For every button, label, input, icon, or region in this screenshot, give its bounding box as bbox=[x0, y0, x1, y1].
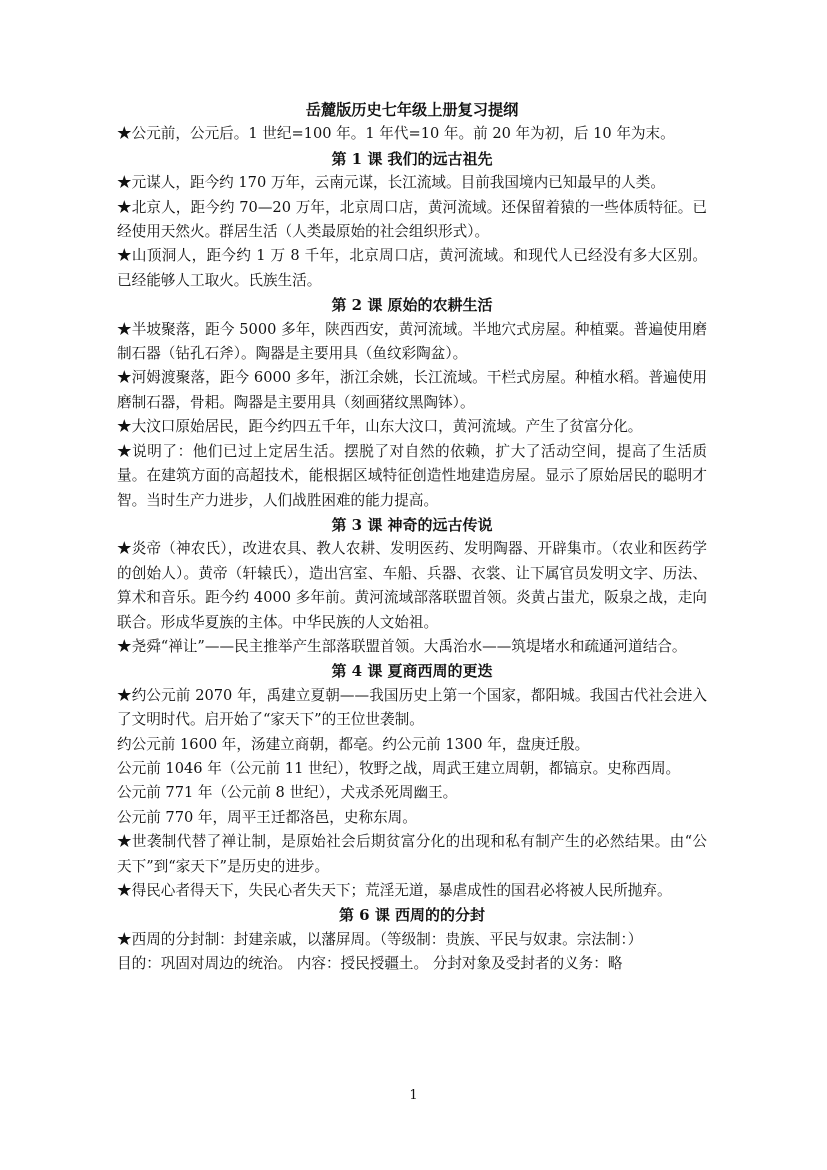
lesson-3-paragraph: ★尧舜“禅让”——民主推举产生部落联盟首领。大禹治水——筑堤堵水和疏通河道结合。 bbox=[117, 637, 687, 655]
intro-paragraph: ★公元前，公元后。1 世纪=100 年。1 年代=10 年。前 20 年为初，后 10 年为末。 bbox=[117, 125, 675, 143]
lesson-4-paragraph: ★约公元前 2070 年，禹建立夏朝——我国历史上第一个国家，都阳城。我国古代社会进入了文明时代。启开始了“家天下”的王位世袭制。 bbox=[117, 686, 707, 729]
lesson-2-paragraph: ★半坡聚落，距今 5000 多年，陕西西安，黄河流域。半地穴式房屋。种植粟。普遍使用磨制石器（钻孔石斧）。陶器是主要用具（鱼纹彩陶盆）。 bbox=[117, 320, 707, 363]
lesson-6-paragraph: ★西周的分封制：封建亲戚，以藩屏周。（等级制：贵族、平民与奴隶。宗法制：） bbox=[117, 930, 643, 948]
lesson-2-paragraph: ★说明了：他们已过上定居生活。摆脱了对自然的依赖，扩大了活动空间，提高了生活质量。在建筑方面的高超技术，能根据区域特征创造性地建造房屋。显示了原始居民的聪明才智。当时生产力进步，人们战胜困难的能力提高。 bbox=[117, 442, 707, 509]
lesson-2-paragraph: ★河姆渡聚落，距今 6000 多年，浙江余姚，长江流域。干栏式房屋。种植水稻。普遍使用磨制石器，骨耜。陶器是主要用具（刻画猪纹黑陶钵）。 bbox=[117, 369, 707, 411]
document-title: 岳麓版历史七年级上册复习提纲 bbox=[305, 101, 519, 119]
lesson-2-heading: 第 2 课 原始的农耕生活 bbox=[331, 296, 493, 315]
lesson-3-paragraph: ★炎帝（神农氏），改进农具、教人农耕、发明医药、发明陶器、开辟集市。（农业和医药学的创始人）。黄帝（轩辕氏），造出宫室、车船、兵器、衣裳、让下属官员发明文字、历法、算术和音乐。距今约 4000 多年前。黄河流域部落联盟首领。炎黄占蚩尤，阪泉之战，走向联合。形成华夏族的主体。中华民族的人文始祖。 bbox=[117, 540, 707, 631]
lesson-4-paragraph: 公元前 771 年（公元前 8 世纪），犬戎杀死周幽王。 bbox=[117, 784, 458, 802]
lesson-6-heading: 第 6 课 西周的的分封 bbox=[338, 906, 486, 925]
lesson-4-paragraph: 公元前 1046 年（公元前 11 世纪），牧野之战，周武王建立周朝，都镐京。史称西周。 bbox=[117, 759, 681, 777]
lesson-4-paragraph: ★世袭制代替了禅让制，是原始社会后期贫富分化的出现和私有制产生的必然结果。由“公天下”到“家天下”是历史的进步。 bbox=[117, 833, 707, 875]
lesson-3-heading: 第 3 课 神奇的远古传说 bbox=[331, 515, 493, 534]
lesson-4-paragraph: 公元前 770 年，周平王迁都洛邑，史称东周。 bbox=[117, 808, 417, 826]
lesson-6-paragraph: 目的：巩固对周边的统治。 内容：授民授疆土。 分封对象及受封者的义务：略 bbox=[117, 955, 623, 973]
lesson-1-paragraph: ★元谋人，距今约 170 万年，云南元谋，长江流域。目前我国境内已知最早的人类。 bbox=[117, 174, 665, 192]
lesson-4-paragraph: ★得民心者得天下，失民心者失天下；荒淫无道，暴虐成性的国君必将被人民所抛弃。 bbox=[117, 882, 672, 899]
document-page bbox=[117, 98, 707, 977]
lesson-4-paragraph: 约公元前 1600 年，汤建立商朝，都亳。约公元前 1300 年，盘庚迁殷。 bbox=[117, 735, 590, 753]
lesson-2-paragraph: ★大汶口原始居民，距今约四五千年，山东大汶口，黄河流域。产生了贫富分化。 bbox=[117, 418, 643, 436]
lesson-1-paragraph: ★北京人，距今约 70—20 万年，北京周口店，黄河流域。还保留着猿的一些体质特征。已经使用天然火。群居生活（人类最原始的社会组织形式）。 bbox=[117, 198, 707, 241]
page-number: 1 bbox=[409, 1088, 418, 1103]
lesson-1-paragraph: ★山顶洞人，距今约 1 万 8 千年，北京周口店，黄河流域。和现代人已经没有多大区别。已经能够人工取火。氏族生活。 bbox=[117, 247, 707, 289]
lesson-4-heading: 第 4 课 夏商西周的更迭 bbox=[331, 662, 493, 681]
lesson-1-heading: 第 1 课 我们的远古祖先 bbox=[331, 149, 493, 168]
